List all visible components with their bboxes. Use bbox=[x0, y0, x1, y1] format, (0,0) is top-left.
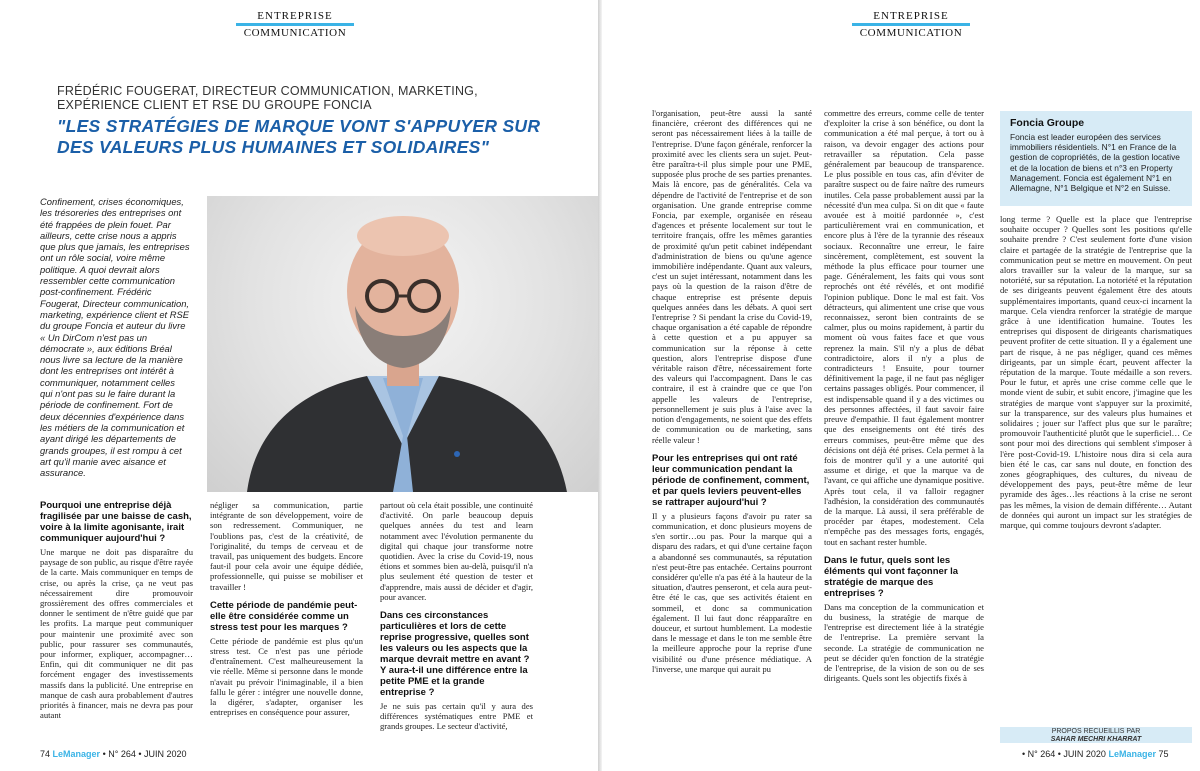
box-text: Foncia est leader européen des services immobiliers résidentiels. N°1 en France de la gestion de copropriétés, de la gestion locative et de la location de biens et n°3 en Property Management. Foncia est également N°1 en Allemagne, N°1 Belgique et N°2 en Suisse. bbox=[1010, 132, 1180, 194]
answer-4: Il y a plusieurs façons d'avoir pu rater sa communication, et donc plusieurs moyens de s'en sortir…ou pas. Pour la marque qui a disparu des radars, et qui d'une certaine façon a abandonné ses communautés, sa réputation n'est peut-être pas entachée. Certains pourront considérer qu'elle n'a pas été à la hauteur de la situation, d'autres penseront, et cela aura peut-être été le cas, que ses activités étaient en sommeil, et donc sa communication également. Il lui faut donc réapparaître en douceur, et surtout humblement. La modestie dans le message et dans le ton me semble être la meilleure approche pour la reprise d'une visibilité ou d'une présence médiatique. A l'inverse, une marque qui aurait pu bbox=[652, 510, 812, 674]
left-page bbox=[0, 0, 598, 771]
question-4: Pour les entreprises qui ont raté leur communication pendant la période de confinement, comment, et par quels leviers peuvent-elles se rattraper aujourd'hui ? bbox=[652, 452, 810, 508]
answer-2: Cette période de pandémie est plus qu'un stress test. Ce n'est pas une période d'entraînement. C'est malheureusement la vie réelle. Même si personne dans le monde n'avait pu prévoir l'inimaginable, il a bien fallu le gérer : intégrer une nouvelle donne, la digérer, s'adapter, organiser les entreprises en conséquence pour assurer, bbox=[210, 635, 363, 718]
portrait-photo bbox=[207, 196, 598, 492]
answer-1-continued: négliger sa communication, partie intégrante de son développement, voire de son redressement. Communiquer, ne l'oublions pas, c'est de la créativité, de l'originalité, du temps de cerveau et de travail, pas uniquement des budgets. Encore faut-il pour cela avoir une équipe dédiée, professionnelle, qui puisse se mobiliser et travailler ! bbox=[210, 500, 363, 592]
right-column-2 bbox=[824, 108, 984, 746]
page-folio-left bbox=[40, 749, 187, 759]
question-2: Cette période de pandémie peut-elle être considérée comme un stress test pour les marques ? bbox=[210, 599, 358, 633]
answer-5: Dans ma conception de la communication et du business, la stratégie de marque de l'entreprise est directement liée à la stratégie de l'entreprise. La première servant la seconde. La stratégie de communication ne peut se décider qu'en fonction de la stratégie de l'entreprise, de la vision de son ou de ses dirigeants. Quels sont les objectifs fixés à bbox=[824, 601, 984, 684]
issue-info: • N° 264 • JUIN 2020 bbox=[102, 749, 187, 759]
answer-4-continued: commettre des erreurs, comme celle de tenter d'exploiter la crise à son bénéfice, ou dont la communication a été mal perçue, à tort ou à raison, va devoir engager des actions pour retravailler sa réputation. Cela passe généralement par beaucoup de transparence. Le plus possible en tous cas, afin d'éviter de paraître suspect ou de faire naître des rumeurs inutiles. Cela passe probablement aussi par la nécessité d'un mea culpa. Si on dit que « faute avouée est à moitié pardonnée », c'est particulièrement vrai en communication, et encore plus à l'ère de la tyrannie des réseaux sociaux. Reconnaître une erreur, le faire sincèrement, complètement, est souvent la méthode la plus efficace pour tourner une page. Généralement, les faits qui vous sont reprochés ont été révélés, et ont modifié l'opinion publique. Donc le mal est fait. Vos détracteurs, qui alimentent une crise que vous reconnaissez, seront bien contraints de se calmer, plus ou moins rapidement, à partir du moment où vous faites face et que vous reprenez la main. S'il n'y a plus de débat contradictoire, alors il n'y a plus de contradicteurs ! Ensuite, pour tourner définitivement la page, il ne faut pas négliger certains passages obligés. Pour commencer, il est indispensable quand il y a des victimes ou des personnes affectées, il faut savoir faire preuve d'empathie. Il faut également montrer que des enseignements ont été tirés des erreurs commises, peut-être même que des décisions ont déjà été prises. Cela permet à la fois de montrer qu'il y a une autorité qui assume et dirige, et que la marque va de l'avant, ce qui affiche une dynamique positive. Après tout cela, il va falloir regagner l'adhésion, la considération des communautés de la marque. Là aussi, il sera préférable de procéder par étapes, modestement. Cela n'empêche pas des messages forts, engagés, tout en sachant rester humble. bbox=[824, 108, 984, 547]
left-column-2 bbox=[210, 500, 363, 745]
answer-3-continued: l'organisation, peut-être aussi la santé financière, créeront des différences qui ne seront pas nécessairement liées à la taille de l'entreprise. D'une façon générale, renforcer la proximité avec les clients sera un sujet. Peut-être paraîtra-t-il plus simple pour une PME, supposée plus proche de ses parties prenantes. Mais là encore, pas de généralités. Cela va dépendre de l'activité de l'entreprise et de son organisation. Une grande entreprise comme Foncia, par exemple, organisée en réseau d'agences et présente localement sur tout le territoire français, offre les mêmes garanties de proximité qu'un petit cabinet indépendant d'administration de biens ou qu'une agence immobilière indépendante. Quant aux valeurs, c'est un sujet intéressant, notamment dans les pays où la question de la raison d'être de chaque entreprise est présente depuis quelques années dans les débats. A quoi sert l'entreprise ? Si pendant la crise du Covid-19, chaque organisation a été capable de répondre à cette question et a pu appuyer sa communication sur la réponse à cette question, alors l'entreprise dispose d'une véritable raison d'être, nécessairement forte des valeurs qui l'accompagnent. Dans le cas contraire, il est à craindre que ce que l'on appelle les valeurs de l'entreprise, personnellement je suis plus à l'aise avec la notion d'engagements, ne soient que des effets de communication ou de marketing, sans réelle valeur ! bbox=[652, 108, 812, 445]
rubric-bar bbox=[852, 23, 970, 26]
page-number: 74 bbox=[40, 749, 51, 759]
right-column-1 bbox=[652, 108, 812, 746]
issue-info: • N° 264 • JUIN 2020 bbox=[1022, 749, 1106, 759]
question-1: Pourquoi une entreprise déjà fragilisée par une baisse de cash, voire à la limite agonisante, irait communiquer aujourd'hui ? bbox=[40, 500, 192, 544]
article-headline: "LES STRATÉGIES DE MARQUE VONT S'APPUYER SUR DES VALEURS PLUS HUMAINES ET SOLIDAIRES" bbox=[57, 116, 541, 157]
company-info-box bbox=[1000, 111, 1192, 206]
answer-5-continued: long terme ? Quelle est la place que l'entreprise souhaite occuper ? Quelles sont les positions qu'elle souhaite prendre ? C'est seulement forte d'une vision claire et partagée de la stratégie de l'entreprise que la communication peut se mettre en mouvement. On peut alors travailler sur la valeur de la marque, sur sa notoriété, sur sa réputation. La notoriété et la réputation de ses dirigeants peuvent également être des atouts supplémentaires importants, quand ceux-ci incarnent la marque. Cela viendra renforcer la stratégie de marque grâce à une identification humaine. Toutes les entreprises qui disposent de dirigeants charismatiques peuvent profiter de cette situation. Il y a également une part de risque, à ne pas négliger, quand ces mêmes dirigeants, par un simple écart, peuvent affecter la réputation de la marque. Toute médaille a son revers. Pour le futur, et après une crise comme celle que le monde vient de subir, et subit encore, j'imagine que les stratégies de marque vont s'appuyer sur la proximité, sur la transparence, sur des valeurs plus humaines et solidaires ; jouer sur l'affect plus que sur le paraître; promouvoir l'authenticité plutôt que le superficiel… Ce sont pour moi des directions qui semblent s'imposer à l'ère post-Covid-19. L'histoire nous dira si cela aura bien été le cas, car sans nul doute, en fonction des zones géographiques, des cultures, du niveau de développement des pays, peut-être même de leur pyramide des âges…les réactions à la crise ne seront pas les mêmes, la vision de demain différente… Autant de données qui auront un impact sur les stratégies de marque, qui comme toujours devront s'adapter. bbox=[1000, 214, 1192, 531]
page-folio-right bbox=[1022, 749, 1169, 759]
credit-label: PROPOS RECUEILLIS PAR bbox=[1051, 728, 1141, 735]
page-number: 75 bbox=[1158, 749, 1169, 759]
portrait-illustration bbox=[207, 196, 598, 492]
rubric-bar bbox=[236, 23, 354, 26]
answer-1: Une marque ne doit pas disparaître du paysage de son public, au risque d'être rayée de la carte. Mais communiquer en temps de crise, ou après la crise, ça ne veut pas nécessairement dire promouvoir grossièrement des offres commerciales et donner le sentiment de n'être guidé que par les profits. La marque peut communiquer pour maintenir une proximité avec son public, pour rassurer ses communautés, pour informer, expliquer, accompagner… Enfin, qui dit communiquer ne dit pas forcément engager des investissements massifs dans la publicité. Une entreprise en manque de cash aura probablement d'autres priorités à financer, mais ne devra pas pour autant bbox=[40, 547, 193, 721]
rubric-bottom: COMMUNICATION bbox=[859, 27, 963, 39]
answer-2-continued: partout où cela était possible, une continuité d'activité. On parle beaucoup depuis quelques années du test and learn notamment avec l'évolution permanente du digital qui chaque jour transforme notre quotidien. Avec la crise du Covid-19, nous étions et sommes bien au-delà, puisqu'il n'a plus seulement été question de tester et d'apprendre, mais aussi de décider et d'agir, pour avancer. bbox=[380, 500, 533, 602]
question-5: Dans le futur, quels sont les éléments qui vont façonner la stratégie de marque des entreprises ? bbox=[824, 554, 959, 599]
interview-credit bbox=[1000, 727, 1192, 743]
left-column-1 bbox=[40, 500, 193, 745]
right-column-3 bbox=[1000, 214, 1192, 722]
credit-name: SAHAR MECHRI KHARRAT bbox=[1050, 735, 1142, 743]
right-page bbox=[602, 0, 1200, 771]
box-title: Foncia Groupe bbox=[1010, 117, 1085, 129]
left-column-3 bbox=[380, 500, 533, 745]
rubric-top: ENTREPRISE bbox=[257, 10, 333, 22]
magazine-brand: LeManager bbox=[1108, 749, 1156, 759]
section-rubric bbox=[852, 10, 970, 39]
article-kicker: FRÉDÉRIC FOUGERAT, DIRECTEUR COMMUNICATION, MARKETING, EXPÉRIENCE CLIENT ET RSE DU GROUPE FONCIA bbox=[57, 84, 478, 112]
question-3: Dans ces circonstances particulières et lors de cette reprise progressive, quelles sont les valeurs ou les aspects que la marque devrait mettre en avant ? Y aura-t-il une différence entre la petite PME et la grande entreprise ? bbox=[380, 610, 530, 699]
article-lead: Confinement, crises économiques, les trésoreries des entreprises ont été frappées de plein fouet. Par ailleurs, cette crise nous a appris que plus que jamais, les entreprises ont un rôle social, voire même politique. A quoi devrait alors ressembler cette communication post-confinement. Frédéric Fougerat, Directeur communication, marketing, expérience client et RSE du groupe Foncia et auteur du livre « Un DirCom n'est pas un démocrate », aux éditions Bréal nous livre sa lecture de la manière dont les entreprises ont intérêt à communiquer, notamment celles qui n'ont pas su le faire durant la période de confinement. Fort de deux décennies d'expérience dans les métiers de la communication et ayant dirigé les départements de grands groupes, il est rompu à cet art qu'il manie avec aisance et assurance. bbox=[40, 196, 190, 479]
magazine-brand: LeManager bbox=[52, 749, 101, 759]
rubric-top: ENTREPRISE bbox=[873, 10, 949, 22]
rubric-bottom: COMMUNICATION bbox=[243, 27, 347, 39]
answer-3: Je ne suis pas certain qu'il y aura des différences systématiques entre PME et grands groupes. Le secteur d'activité, bbox=[380, 701, 533, 732]
section-rubric bbox=[236, 10, 354, 39]
